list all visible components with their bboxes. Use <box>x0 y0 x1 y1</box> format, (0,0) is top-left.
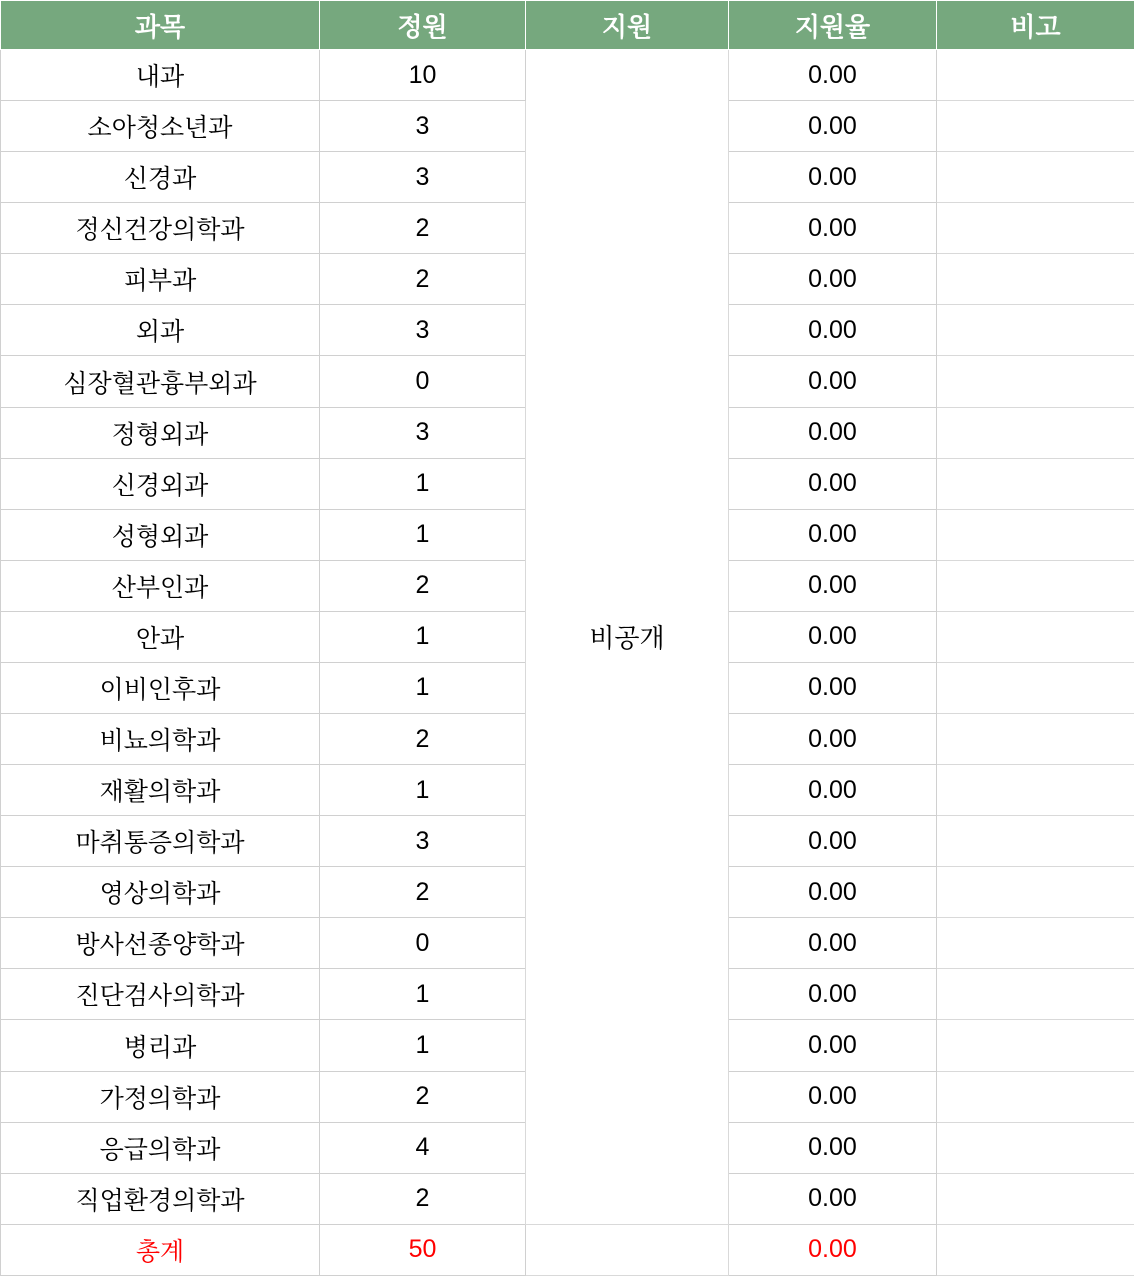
cell-quota: 2 <box>320 1173 526 1224</box>
cell-note <box>937 509 1134 560</box>
cell-note <box>937 1020 1134 1071</box>
cell-note <box>937 101 1134 152</box>
cell-total-rate: 0.00 <box>729 1224 937 1275</box>
cell-note <box>937 254 1134 305</box>
cell-subject: 심장혈관흉부외과 <box>1 356 320 407</box>
cell-note <box>937 305 1134 356</box>
cell-rate: 0.00 <box>729 101 937 152</box>
cell-quota: 1 <box>320 662 526 713</box>
cell-quota: 10 <box>320 50 526 101</box>
cell-note <box>937 1173 1134 1224</box>
cell-applicants-merged: 비공개 <box>526 50 729 1225</box>
cell-quota: 1 <box>320 611 526 662</box>
cell-quota: 2 <box>320 1071 526 1122</box>
cell-rate: 0.00 <box>729 714 937 765</box>
cell-subject: 소아청소년과 <box>1 101 320 152</box>
cell-quota: 2 <box>320 203 526 254</box>
cell-subject: 재활의학과 <box>1 765 320 816</box>
cell-subject: 영상의학과 <box>1 867 320 918</box>
cell-subject: 정형외과 <box>1 407 320 458</box>
cell-quota: 3 <box>320 152 526 203</box>
cell-subject: 직업환경의학과 <box>1 1173 320 1224</box>
cell-note <box>937 203 1134 254</box>
cell-rate: 0.00 <box>729 969 937 1020</box>
cell-note <box>937 714 1134 765</box>
cell-subject: 내과 <box>1 50 320 101</box>
cell-subject: 정신건강의학과 <box>1 203 320 254</box>
cell-note <box>937 356 1134 407</box>
cell-total-note <box>937 1224 1134 1275</box>
cell-quota: 4 <box>320 1122 526 1173</box>
cell-note <box>937 1122 1134 1173</box>
cell-subject: 마취통증의학과 <box>1 816 320 867</box>
cell-subject: 산부인과 <box>1 560 320 611</box>
cell-subject: 비뇨의학과 <box>1 714 320 765</box>
cell-quota: 3 <box>320 101 526 152</box>
cell-subject: 방사선종양학과 <box>1 918 320 969</box>
cell-rate: 0.00 <box>729 867 937 918</box>
cell-subject: 가정의학과 <box>1 1071 320 1122</box>
cell-rate: 0.00 <box>729 407 937 458</box>
cell-rate: 0.00 <box>729 458 937 509</box>
cell-quota: 0 <box>320 356 526 407</box>
cell-quota: 0 <box>320 918 526 969</box>
column-header-subject: 과목 <box>1 1 320 50</box>
table-header-row <box>1 1 1134 50</box>
cell-rate: 0.00 <box>729 765 937 816</box>
table-total-row <box>1 1224 1134 1275</box>
cell-rate: 0.00 <box>729 305 937 356</box>
cell-rate: 0.00 <box>729 1173 937 1224</box>
column-header-applicants: 지원 <box>526 1 729 50</box>
cell-subject: 신경과 <box>1 152 320 203</box>
column-header-quota: 정원 <box>320 1 526 50</box>
cell-note <box>937 458 1134 509</box>
cell-quota: 3 <box>320 305 526 356</box>
cell-note <box>937 152 1134 203</box>
cell-subject: 진단검사의학과 <box>1 969 320 1020</box>
cell-quota: 1 <box>320 1020 526 1071</box>
cell-rate: 0.00 <box>729 662 937 713</box>
cell-quota: 2 <box>320 254 526 305</box>
cell-rate: 0.00 <box>729 611 937 662</box>
cell-subject: 안과 <box>1 611 320 662</box>
cell-rate: 0.00 <box>729 560 937 611</box>
cell-total-applicants <box>526 1224 729 1275</box>
cell-rate: 0.00 <box>729 356 937 407</box>
cell-rate: 0.00 <box>729 918 937 969</box>
cell-quota: 2 <box>320 867 526 918</box>
cell-rate: 0.00 <box>729 203 937 254</box>
cell-note <box>937 611 1134 662</box>
cell-quota: 3 <box>320 816 526 867</box>
table-body <box>1 50 1134 1276</box>
cell-rate: 0.00 <box>729 1071 937 1122</box>
cell-note <box>937 867 1134 918</box>
column-header-note: 비고 <box>937 1 1134 50</box>
cell-note <box>937 765 1134 816</box>
cell-subject: 신경외과 <box>1 458 320 509</box>
column-header-rate: 지원율 <box>729 1 937 50</box>
cell-quota: 3 <box>320 407 526 458</box>
cell-total-label: 총계 <box>1 1224 320 1275</box>
cell-total-quota: 50 <box>320 1224 526 1275</box>
cell-rate: 0.00 <box>729 1020 937 1071</box>
cell-subject: 응급의학과 <box>1 1122 320 1173</box>
table-row <box>1 50 1134 101</box>
cell-rate: 0.00 <box>729 50 937 101</box>
cell-note <box>937 918 1134 969</box>
cell-rate: 0.00 <box>729 152 937 203</box>
cell-note <box>937 969 1134 1020</box>
cell-note <box>937 662 1134 713</box>
cell-note <box>937 1071 1134 1122</box>
cell-subject: 외과 <box>1 305 320 356</box>
cell-quota: 1 <box>320 509 526 560</box>
table-header <box>1 1 1134 50</box>
cell-quota: 2 <box>320 714 526 765</box>
cell-quota: 1 <box>320 969 526 1020</box>
cell-quota: 1 <box>320 765 526 816</box>
cell-note <box>937 816 1134 867</box>
cell-rate: 0.00 <box>729 1122 937 1173</box>
cell-subject: 피부과 <box>1 254 320 305</box>
cell-note <box>937 50 1134 101</box>
cell-quota: 1 <box>320 458 526 509</box>
cell-rate: 0.00 <box>729 816 937 867</box>
cell-subject: 이비인후과 <box>1 662 320 713</box>
cell-subject: 성형외과 <box>1 509 320 560</box>
cell-rate: 0.00 <box>729 509 937 560</box>
cell-note <box>937 407 1134 458</box>
cell-rate: 0.00 <box>729 254 937 305</box>
cell-note <box>937 560 1134 611</box>
cell-subject: 병리과 <box>1 1020 320 1071</box>
cell-quota: 2 <box>320 560 526 611</box>
